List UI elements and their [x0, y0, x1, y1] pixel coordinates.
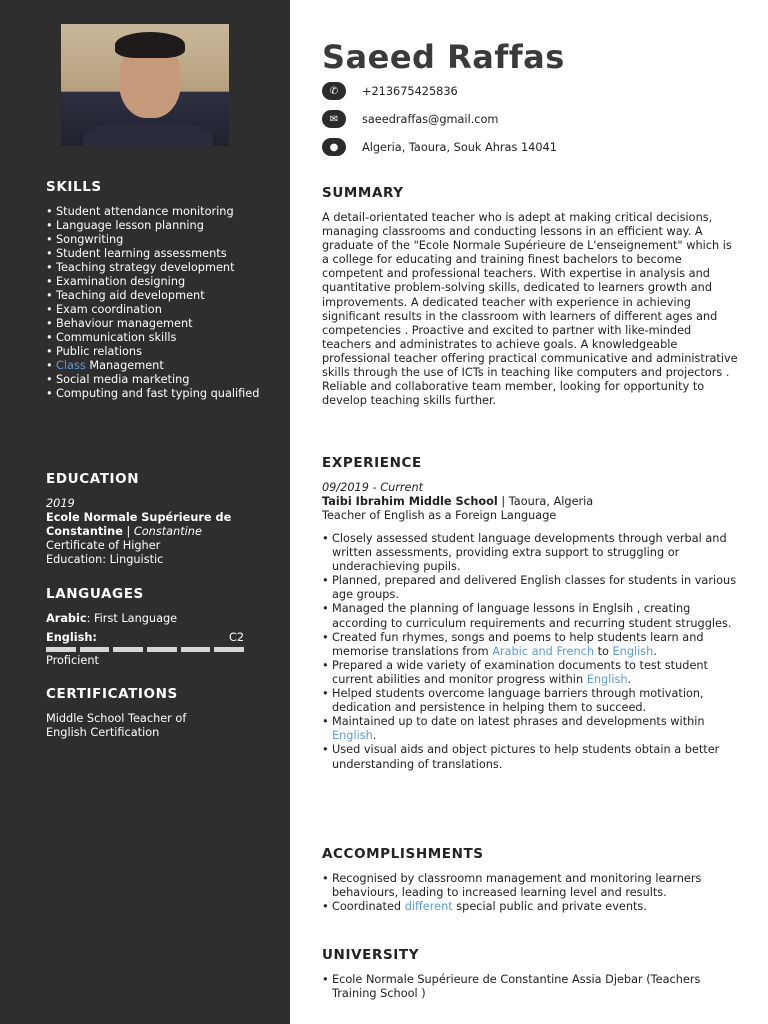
highlight-link[interactable]: Arabic and French [492, 644, 594, 658]
class-highlight-link[interactable]: Class [56, 359, 86, 372]
accomplishments-list [322, 872, 740, 914]
candidate-name: Saeed Raffas [322, 38, 565, 76]
list-item: • Used visual aids and object pictures to help students obtain a better understanding of translations. [322, 743, 740, 771]
experience-heading: EXPERIENCE [322, 455, 422, 471]
skill-item: • Exam coordination [46, 303, 276, 317]
location-pin-icon: ● [322, 138, 346, 156]
profile-photo [61, 24, 229, 146]
skill-item: • Class Management [46, 359, 276, 373]
university-list [322, 973, 740, 1001]
envelope-icon: ✉ [322, 110, 346, 128]
contact-email: ✉ saeedraffas@gmail.com [322, 108, 498, 130]
list-item: • Helped students overcome language barriers through motivation, dedication and persistence in helping them to succeed. [322, 687, 740, 715]
skill-item: • Student learning assessments [46, 247, 276, 261]
highlight-link[interactable]: English [332, 729, 373, 743]
skill-item: • Songwriting [46, 233, 276, 247]
list-item: • Closely assessed student language developments through verbal and written assessments, providing extra support to struggling or underachieving pupils. [322, 532, 740, 574]
list-item: • Maintained up to date on latest phrases and developments within English. [322, 715, 740, 743]
skill-item: • Communication skills [46, 331, 276, 345]
skill-item: • Teaching aid development [46, 289, 276, 303]
skill-item: • Teaching strategy development [46, 261, 276, 275]
phone-icon: ✆ [322, 82, 346, 100]
skill-item: • Language lesson planning [46, 219, 276, 233]
summary-heading: SUMMARY [322, 185, 404, 201]
university-heading: UNIVERSITY [322, 947, 420, 963]
language-english-desc: Proficient [46, 654, 99, 667]
highlight-link[interactable]: English [612, 644, 654, 658]
english-proficiency-bar [46, 647, 244, 652]
contact-phone: ✆ +213675425836 [322, 80, 458, 102]
education-school: Ecole Normale Supérieure de Constantine | Constantine [46, 511, 232, 538]
skill-item: • Behaviour management [46, 317, 276, 331]
main-content [290, 0, 768, 1024]
skills-list [46, 205, 276, 401]
list-item: • Planned, prepared and delivered English classes for students in various age groups. [322, 574, 740, 602]
language-english-level: C2 [229, 631, 245, 644]
language-arabic: Arabic: First Language [46, 612, 178, 625]
certifications-heading: CERTIFICATIONS [46, 686, 178, 702]
education-year: 2019 [46, 497, 75, 510]
highlight-link[interactable]: different [404, 900, 453, 914]
contact-address: ● Algeria, Taoura, Souk Ahras 14041 [322, 136, 557, 158]
summary-text: A detail-orientated teacher who is adept at making critical decisions, managing classrooms and conducting lessons in an efficient way. A graduate of the "Ecole Normale Supérieure de L'enseignement" which is a college for educating and training finest bachelors to become competent and professional teachers. With expertise in analysis and quantitative problem-solving skills, dedicated to learners growth and improvements. A dedicated teacher with experience in achieving significant results in the classroom with learners of different ages and competencies . Proactive and excited to partner with like-minded teachers and administrates to achieve goals. A knowledgeable professional teacher offering practical communicative and administrative skills through the use of ICTs in teaching like computers and projectors . Reliable and collaborative team member, looking for opportunity to develop teaching skills further. [322, 211, 738, 408]
experience-bullets [322, 532, 740, 772]
highlight-link[interactable]: English [586, 672, 628, 686]
experience-role: Teacher of English as a Foreign Language [322, 509, 557, 522]
languages-heading: LANGUAGES [46, 586, 144, 602]
accomplishments-heading: ACCOMPLISHMENTS [322, 846, 484, 862]
skill-item: • Public relations [46, 345, 276, 359]
skill-item: • Social media marketing [46, 373, 276, 387]
skill-item: • Student attendance monitoring [46, 205, 276, 219]
list-item: • Prepared a wide variety of examination documents to test student current abilities and monitor progress within English. [322, 659, 740, 687]
list-item: • Ecole Normale Supérieure de Constantine Assia Djebar (Teachers Training School ) [322, 973, 740, 1001]
skill-item: • Examination designing [46, 275, 276, 289]
list-item: • Recognised by classroomn management and monitoring learners behaviours, leading to increased learning level and results. [322, 872, 740, 900]
list-item: • Created fun rhymes, songs and poems to help students learn and memorise translations from Arabic and French to English. [322, 631, 740, 659]
experience-employer: Taibi Ibrahim Middle School | Taoura, Algeria [322, 495, 594, 508]
skill-item: • Computing and fast typing qualified [46, 387, 276, 401]
language-english-label: English: [46, 631, 97, 644]
list-item: • Coordinated different special public and private events. [322, 900, 740, 914]
list-item: • Managed the planning of language lessons in Englsih , creating according to curriculum requirements and recurring student struggles. [322, 602, 740, 630]
education-certificate: Certificate of Higher Education: Linguistic [46, 539, 164, 566]
sidebar [0, 0, 290, 1024]
skills-heading: SKILLS [46, 179, 102, 195]
experience-dates: 09/2019 - Current [322, 481, 424, 494]
education-heading: EDUCATION [46, 471, 140, 487]
certification-text: Middle School Teacher of English Certification [46, 712, 187, 739]
